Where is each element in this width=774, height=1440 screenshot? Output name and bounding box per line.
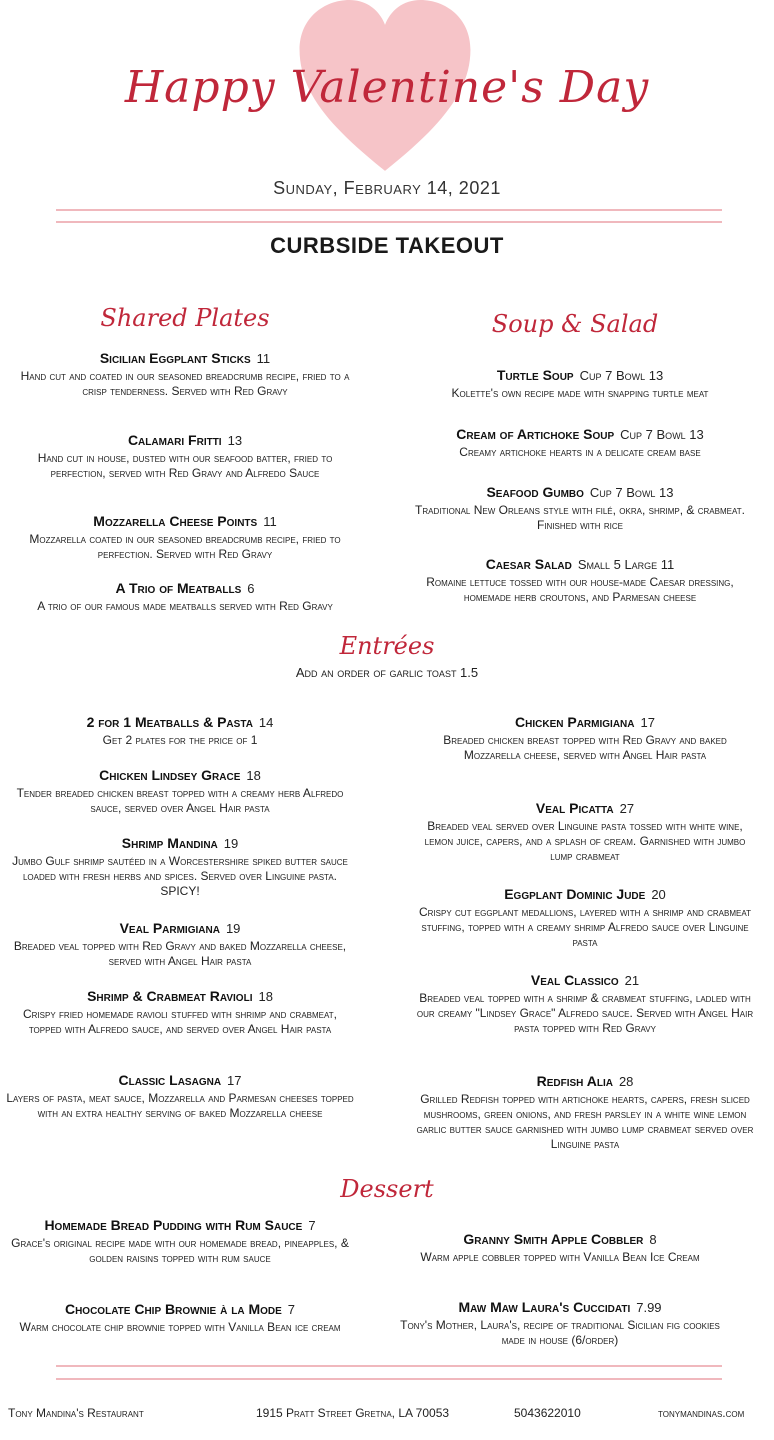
item-name: Sicilian Eggplant Sticks <box>99 350 251 366</box>
item-name: Cream of Artichoke Soup <box>456 426 615 442</box>
item-description: Creamy artichoke hearts in a delicate cream base <box>459 445 701 459</box>
menu-item <box>5 920 355 969</box>
menu-item <box>400 1231 720 1265</box>
menu-item <box>20 513 350 562</box>
menu-item <box>5 714 355 748</box>
menu-item <box>415 1073 755 1152</box>
menu-item <box>5 1301 355 1335</box>
item-price: 8 <box>649 1232 657 1247</box>
item-price: 18 <box>258 989 273 1004</box>
item-name: Granny Smith Apple Cobbler <box>463 1231 644 1247</box>
item-description: Breaded veal topped with a shrimp & crabmeat stuffing, ladled with our creamy "Lindsey Grace" Alfredo sauce. Served with Angel Hair pasta topped with Red Gravy <box>416 991 754 1035</box>
footer-website: tonymandinas.com <box>658 1406 745 1420</box>
menu-item <box>5 1217 355 1266</box>
menu-item <box>5 1072 355 1121</box>
item-name: Veal Picatta <box>535 800 614 816</box>
item-name: Seafood Gumbo <box>486 484 584 500</box>
item-description: Breaded chicken breast topped with Red Gravy and baked Mozzarella cheese, served with Angel Hair pasta <box>443 733 727 762</box>
item-name: Maw Maw Laura's Cuccidati <box>458 1299 631 1315</box>
menu-date: Sunday, February 14, 2021 <box>273 178 501 198</box>
menu-item <box>20 580 350 614</box>
item-price: Cup 7 Bowl 13 <box>589 485 674 500</box>
item-description: Layers of pasta, meat sauce, Mozzarella and Parmesan cheeses topped with an extra healthy serving of baked Mozzarella cheese <box>6 1091 354 1120</box>
item-price: 27 <box>619 801 635 816</box>
item-description: Grace's original recipe made with our homemade bread, pineapples, & golden raisins topped with rum sauce <box>11 1236 349 1265</box>
item-price: 17 <box>640 715 655 730</box>
item-name: Veal Parmigiana <box>119 920 220 936</box>
divider <box>56 209 722 211</box>
menu-item <box>20 350 350 399</box>
item-name: Turtle Soup <box>496 367 574 383</box>
footer-phone: 5043622010 <box>514 1406 581 1420</box>
item-name: Chicken Parmigiana <box>515 714 635 730</box>
divider <box>56 221 722 223</box>
menu-item <box>410 556 750 605</box>
item-price: 18 <box>246 768 261 783</box>
item-description: Romaine lettuce tossed with our house-made Caesar dressing, homemade herb croutons, and Parmesan cheese <box>426 575 734 604</box>
entrees-note: Add an order of garlic toast 1.5 <box>295 665 479 680</box>
item-price: Small 5 Large 11 <box>577 557 675 572</box>
item-description: Get 2 plates for the price of 1 <box>102 733 258 747</box>
item-name: Veal Classico <box>530 972 619 988</box>
item-name: Eggplant Dominic Jude <box>504 886 646 902</box>
menu-item <box>395 1299 725 1348</box>
item-name: Redfish Alia <box>536 1073 613 1089</box>
divider <box>56 1365 722 1367</box>
item-description: Tony's Mother, Laura's, recipe of traditional Sicilian fig cookies made in house (6/order) <box>400 1318 720 1347</box>
section-title-dessert: Dessert <box>340 1175 434 1203</box>
item-price: 6 <box>247 581 255 596</box>
item-name: Classic Lasagna <box>118 1072 222 1088</box>
item-description: Crispy cut eggplant medallions, layered with a shrimp and crabmeat stuffing, topped with a creamy shrimp Alfredo sauce over Linguine pasta <box>419 905 751 949</box>
section-title-entrees: Entrées <box>339 632 435 660</box>
section-title-soup-salad: Soup & Salad <box>491 310 659 338</box>
item-price: 19 <box>225 921 241 936</box>
item-price: 7 <box>308 1218 316 1233</box>
item-name: A Trio of Meatballs <box>115 580 242 596</box>
item-price: 14 <box>258 715 274 730</box>
item-name: Chicken Lindsey Grace <box>99 767 241 783</box>
menu-item <box>415 800 755 864</box>
item-price: 21 <box>624 973 640 988</box>
divider <box>56 1378 722 1380</box>
item-description: Crispy fried homemade ravioli stuffed with shrimp and crabmeat, topped with Alfredo sauce, and served over Angel Hair pasta <box>23 1007 337 1036</box>
menu-item <box>415 714 755 763</box>
footer-restaurant-name: Tony Mandina's Restaurant <box>8 1406 144 1420</box>
item-name: Caesar Salad <box>485 556 572 572</box>
item-price: 20 <box>651 887 666 902</box>
item-description: Tender breaded chicken breast topped with a creamy herb Alfredo sauce, served over Angel Hair pasta <box>16 786 344 815</box>
item-price: 7.99 <box>636 1300 662 1315</box>
item-price: Cup 7 Bowl 13 <box>620 427 704 442</box>
item-description: Hand cut and coated in our seasoned breadcrumb recipe, fried to a crisp tenderness. Served with Red Gravy <box>20 369 350 398</box>
menu-item <box>410 484 750 533</box>
menu-subtitle: CURBSIDE TAKEOUT <box>270 233 504 258</box>
item-name: Calamari Fritti <box>127 432 222 448</box>
menu-item <box>410 426 750 460</box>
menu-item <box>20 432 350 481</box>
item-price: 28 <box>618 1074 634 1089</box>
footer-address: 1915 Pratt Street Gretna, LA 70053 <box>256 1406 450 1420</box>
item-description: Kolette's own recipe made with snapping turtle meat <box>451 386 709 400</box>
item-price: 13 <box>227 433 243 448</box>
item-price: 7 <box>287 1302 296 1317</box>
item-description: Breaded veal served over Linguine pasta tossed with white wine, lemon juice, capers, and a splash of cream. Garnished with jumbo lump crabmeat <box>424 819 746 863</box>
item-price: 11 <box>263 514 277 529</box>
menu-item <box>5 767 355 816</box>
item-description: Grilled Redfish topped with artichoke hearts, capers, fresh sliced mushrooms, green onions, and fresh parsley in a white wine lemon garlic butter sauce garnished with jumbo lump crabmeat served over Linguine pasta <box>416 1092 754 1151</box>
menu-item <box>5 988 355 1037</box>
item-description: Traditional New Orleans style with filé, okra, shrimp, & crabmeat. Finished with rice <box>415 503 745 532</box>
item-price: Cup 7 Bowl 13 <box>579 368 664 383</box>
item-name: Homemade Bread Pudding with Rum Sauce <box>44 1217 303 1233</box>
menu-item <box>410 367 750 401</box>
item-description: A trio of our famous made meatballs served with Red Gravy <box>37 599 333 613</box>
item-price: 11 <box>256 351 271 366</box>
item-name: Shrimp Mandina <box>121 835 218 851</box>
menu-item <box>415 886 755 950</box>
item-name: 2 for 1 Meatballs & Pasta <box>86 714 253 730</box>
menu-item <box>5 835 355 899</box>
item-description: Jumbo Gulf shrimp sautéed in a Worcestershire spiked butter sauce loaded with fresh herbs and spices. Served over Linguine pasta. SPICY! <box>12 854 348 898</box>
item-description: Hand cut in house, dusted with our seafood batter, fried to perfection, served with Red Gravy and Alfredo Sauce <box>37 451 333 480</box>
menu-item <box>415 972 755 1036</box>
page-title: Happy Valentine's Day <box>124 62 650 113</box>
item-description: Warm chocolate chip brownie topped with Vanilla Bean ice cream <box>19 1320 341 1334</box>
item-name: Shrimp & Crabmeat Ravioli <box>87 988 253 1004</box>
item-name: Chocolate Chip Brownie à la Mode <box>64 1301 282 1317</box>
item-description: Mozzarella coated in our seasoned breadcrumb recipe, fried to perfection. Served with Red Gravy <box>29 532 341 561</box>
item-price: 19 <box>223 836 239 851</box>
item-price: 17 <box>227 1073 242 1088</box>
item-description: Warm apple cobbler topped with Vanilla Bean Ice Cream <box>420 1250 700 1264</box>
item-name: Mozzarella Cheese Points <box>93 513 258 529</box>
item-description: Breaded veal topped with Red Gravy and baked Mozzarella cheese, served with Angel Hair pasta <box>13 939 347 968</box>
section-title-shared-plates: Shared Plates <box>100 304 270 332</box>
